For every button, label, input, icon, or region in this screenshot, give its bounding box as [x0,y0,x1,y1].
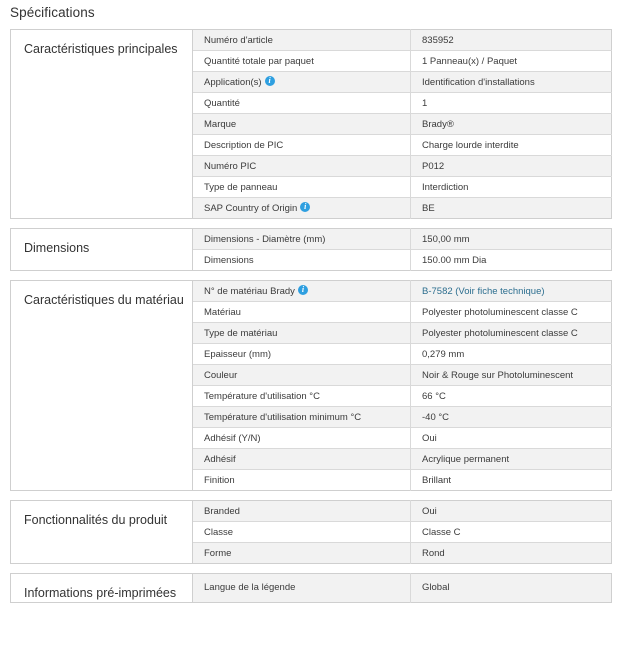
attribute-name-cell [193,449,411,470]
attribute-name-label: N° de matériau Brady [204,286,295,297]
attribute-name-cell [193,344,411,365]
attribute-name-cell [193,198,411,219]
attribute-value-cell [411,470,612,491]
attribute-name-label: Numéro PIC [204,160,257,172]
attribute-name-label: Adhésif (Y/N) [204,432,261,444]
attribute-name-cell [193,365,411,386]
attribute-name-cell [193,386,411,407]
spec-row [11,281,612,302]
attribute-value-cell [411,386,612,407]
attribute-value-cell [411,501,612,522]
attribute-value-label: Charge lourde interdite [422,139,519,151]
attribute-value-label: 66 °C [422,390,446,402]
attribute-name-label: Marque [204,118,237,130]
attribute-name-cell [193,501,411,522]
attribute-value-cell [411,198,612,219]
attribute-value-cell [411,428,612,449]
attribute-value-label: P012 [422,160,445,172]
attribute-name-cell [193,177,411,198]
info-icon[interactable] [298,285,308,295]
attribute-value-label: 150,00 mm [422,233,470,245]
group-title-label: Fonctionnalités du produit [24,513,168,527]
attribute-name-cell [193,156,411,177]
attribute-value-link[interactable]: B-7582 (Voir fiche technique) [422,285,545,297]
attribute-value-cell [411,250,612,271]
group-title-label: Informations pré-imprimées [24,586,177,600]
attribute-name-cell [193,543,411,564]
attribute-name-label: Description de PIC [204,139,284,151]
attribute-name-label: Adhésif [204,453,236,465]
attribute-value-cell [411,135,612,156]
attribute-value-label: Interdiction [422,181,469,193]
attribute-name-label: Epaisseur (mm) [204,348,272,360]
attribute-value-cell [411,407,612,428]
attribute-name-cell [193,72,411,93]
group-title-label: Caractéristiques du matériau [24,293,184,307]
attribute-value-label: Polyester photoluminescent classe C [422,306,578,318]
attribute-value-cell [411,323,612,344]
spec-group [10,228,612,271]
group-title [11,30,193,219]
attribute-value-label: Oui [422,432,437,444]
spec-row [11,30,612,51]
attribute-name-label: Matériau [204,306,241,318]
attribute-name-cell [193,281,411,302]
spec-group [10,29,612,219]
attribute-name-label: Forme [204,547,232,559]
group-title [11,281,193,491]
attribute-name-label: Type de panneau [204,181,278,193]
attribute-value-cell [411,344,612,365]
attribute-value-label: Noir & Rouge sur Photoluminescent [422,369,574,381]
attribute-name-label: Couleur [204,369,238,381]
attribute-name-label: Quantité [204,97,240,109]
attribute-value-label: Brillant [422,474,452,486]
attribute-value-label: Global [422,582,450,594]
attribute-name-label: Dimensions - Diamètre (mm) [204,233,326,245]
attribute-name-label: Application(s) [204,77,262,88]
attribute-name-cell [193,428,411,449]
attribute-value-cell [411,93,612,114]
spec-group [10,573,612,603]
spec-row [11,501,612,522]
attribute-name-cell [193,407,411,428]
info-icon[interactable] [300,202,310,212]
info-icon[interactable] [265,76,275,86]
attribute-value-label: 835952 [422,34,454,46]
attribute-name-label: Branded [204,505,240,517]
attribute-value-label: Classe C [422,526,461,538]
attribute-value-label: Polyester photoluminescent classe C [422,327,578,339]
specification-groups [0,29,623,603]
attribute-value-cell [411,51,612,72]
attribute-name-cell [193,522,411,543]
group-title [11,574,193,603]
attribute-value-label: Oui [422,505,437,517]
attribute-value-label: 0,279 mm [422,348,465,360]
attribute-name-cell [193,323,411,344]
attribute-value-label: BE [422,202,435,214]
attribute-value-cell [411,281,612,302]
attribute-name-label: Dimensions [204,254,254,266]
attribute-value-cell [411,72,612,93]
attribute-value-cell [411,574,612,603]
spec-row [11,574,612,603]
attribute-value-label: Rond [422,547,445,559]
page-title: Spécifications [10,5,95,20]
attribute-name-cell [193,135,411,156]
attribute-value-cell [411,177,612,198]
attribute-value-label: 1 [422,97,428,109]
attribute-value-label: Identification d'installations [422,76,535,88]
spec-group [10,500,612,564]
attribute-name-cell [193,470,411,491]
attribute-name-cell [193,229,411,250]
attribute-name-cell [193,250,411,271]
attribute-value-label: -40 °C [422,411,450,423]
group-title-label: Dimensions [24,241,90,255]
attribute-name-cell [193,574,411,603]
attribute-name-label: Type de matériau [204,327,278,339]
attribute-name-cell [193,93,411,114]
attribute-name-label: Température d'utilisation minimum °C [204,411,362,423]
attribute-name-label: Classe [204,526,234,538]
attribute-value-cell [411,156,612,177]
attribute-name-label: Température d'utilisation °C [204,390,320,402]
attribute-value-cell [411,365,612,386]
attribute-name-label: Quantité totale par paquet [204,55,314,67]
attribute-name-label: SAP Country of Origin [204,203,298,214]
attribute-value-cell [411,449,612,470]
attribute-value-cell [411,30,612,51]
spec-row [11,229,612,250]
attribute-name-label: Finition [204,474,235,486]
group-title [11,229,193,271]
attribute-value-cell [411,229,612,250]
attribute-value-cell [411,302,612,323]
attribute-value-cell [411,543,612,564]
attribute-value-label: 1 Panneau(x) / Paquet [422,55,518,67]
attribute-name-label: Numéro d'article [204,34,273,46]
attribute-value-cell [411,114,612,135]
attribute-value-label: Acrylique permanent [422,453,510,465]
attribute-value-label: Brady® [422,118,454,130]
attribute-name-cell [193,51,411,72]
attribute-name-cell [193,114,411,135]
group-title-label: Caractéristiques principales [24,42,178,56]
group-title [11,501,193,564]
spec-group [10,280,612,491]
attribute-value-cell [411,522,612,543]
attribute-name-label: Langue de la légende [204,582,296,594]
attribute-name-cell [193,302,411,323]
attribute-value-label: 150.00 mm Dia [422,254,487,266]
attribute-name-cell [193,30,411,51]
